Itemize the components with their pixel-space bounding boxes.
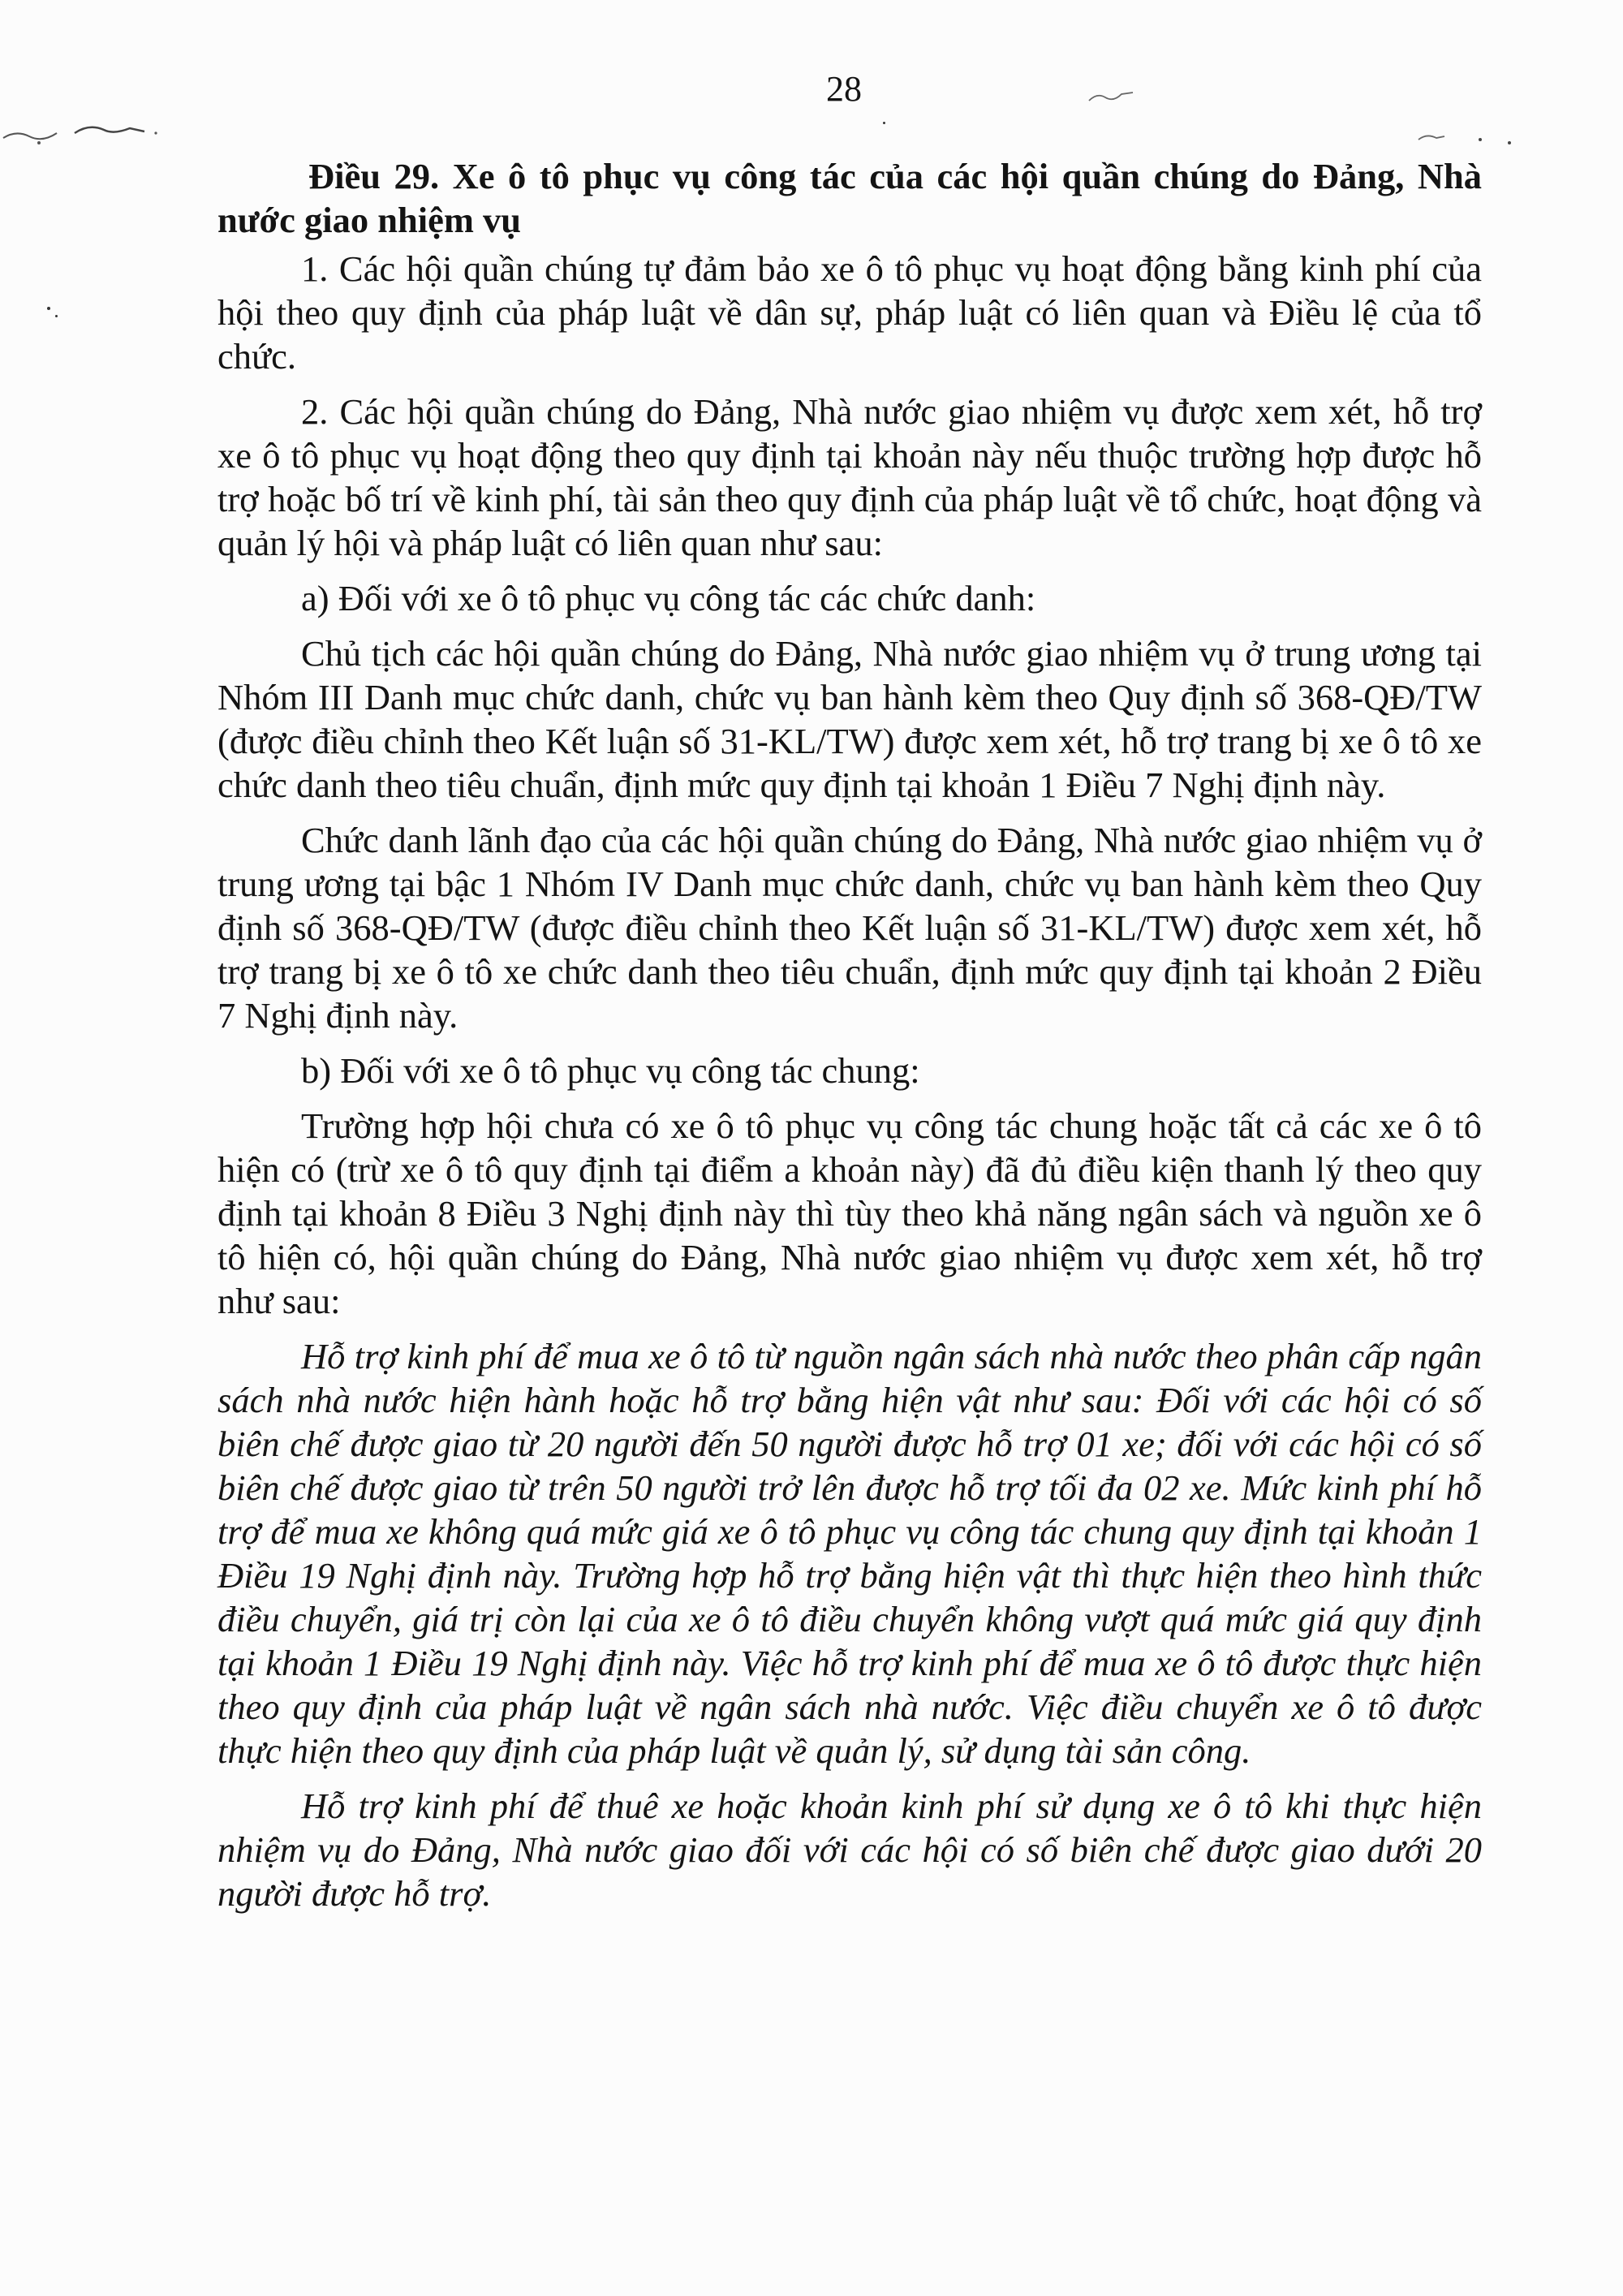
paragraph-clause-2: 2. Các hội quần chúng do Đảng, Nhà nước giao nhiệm vụ được xem xét, hỗ trợ xe ô tô phục vụ hoạt động theo quy định tại khoản này nếu thuộc trường hợp được hỗ trợ hoặc bố trí về kinh phí, tài sản theo quy định của pháp luật về tổ chức, hoạt động và quản lý hội và pháp luật có liên quan như sau: xyxy=(217,391,1482,563)
article-body xyxy=(217,154,1482,1915)
paragraph-clause-1: 1. Các hội quần chúng tự đảm bảo xe ô tô phục vụ hoạt động bằng kinh phí của hội theo quy định của pháp luật về dân sự, pháp luật có liên quan và Điều lệ của tổ chức. xyxy=(217,248,1482,377)
paragraph-chairman: Chủ tịch các hội quần chúng do Đảng, Nhà nước giao nhiệm vụ ở trung ương tại Nhóm III Danh mục chức danh, chức vụ ban hành kèm theo Quy định số 368-QĐ/TW (được điều chỉnh theo Kết luận số 31-KL/TW) được xem xét, hỗ trợ trang bị xe ô tô xe chức danh theo tiêu chuẩn, định mức quy định tại khoản 1 Điều 7 Nghị định này. xyxy=(217,633,1482,805)
paragraph-general-cars: Trường hợp hội chưa có xe ô tô phục vụ công tác chung hoặc tất cả các xe ô tô hiện có (trừ xe ô tô quy định tại điểm a khoản này) đã đủ điều kiện thanh lý theo quy định tại khoản 8 Điều 3 Nghị định này thì tùy theo khả năng ngân sách và nguồn xe ô tô hiện có, hội quần chúng do Đảng, Nhà nước giao nhiệm vụ được xem xét, hỗ trợ như sau: xyxy=(217,1105,1482,1321)
scan-speck xyxy=(55,315,58,317)
paragraph-point-b: b) Đối với xe ô tô phục vụ công tác chung: xyxy=(301,1050,920,1091)
scan-mark-right xyxy=(1412,122,1526,154)
scan-speck xyxy=(883,122,885,124)
page-number: 28 xyxy=(826,69,862,109)
scan-mark-top-left xyxy=(0,106,179,162)
paragraph-rental-support: Hỗ trợ kinh phí để thuê xe hoặc khoản kinh phí sử dụng xe ô tô khi thực hiện nhiệm vụ do Đảng, Nhà nước giao đối với các hội có số biên chế được giao dưới 20 người được hỗ trợ. xyxy=(217,1786,1482,1914)
article-heading: Điều 29. Xe ô tô phục vụ công tác của các hội quần chúng do Đảng, Nhà nước giao nhiệm vụ xyxy=(217,156,1482,240)
paragraph-funding-support: Hỗ trợ kinh phí để mua xe ô tô từ nguồn ngân sách nhà nước theo phân cấp ngân sách nhà nước hiện hành hoặc hỗ trợ bằng hiện vật như sau: Đối với các hội có số biên chế được giao từ 20 người đến 50 người được hỗ trợ 01 xe; đối với các hội có số biên chế được giao từ trên 50 người trở lên được hỗ trợ tối đa 02 xe. Mức kinh phí hỗ trợ để mua xe không quá mức giá xe ô tô phục vụ công tác chung quy định tại khoản 1 Điều 19 Nghị định này. Trường hợp hỗ trợ bằng hiện vật thì thực hiện theo hình thức điều chuyển, giá trị còn lại của xe ô tô điều chuyển không vượt quá mức giá quy định tại khoản 1 Điều 19 Nghị định này. Việc hỗ trợ kinh phí để mua xe ô tô được thực hiện theo quy định của pháp luật về ngân sách nhà nước. Việc điều chuyển xe ô tô được thực hiện theo quy định của pháp luật về quản lý, sử dụng tài sản công. xyxy=(217,1336,1482,1771)
scan-speck xyxy=(47,307,50,310)
paragraph-point-a: a) Đối với xe ô tô phục vụ công tác các chức danh: xyxy=(301,578,1036,618)
paragraph-leaders: Chức danh lãnh đạo của các hội quần chúng do Đảng, Nhà nước giao nhiệm vụ ở trung ương tại bậc 1 Nhóm IV Danh mục chức danh, chức vụ ban hành kèm theo Quy định số 368-QĐ/TW (được điều chỉnh theo Kết luận số 31-KL/TW) được xem xét, hỗ trợ trang bị xe ô tô xe chức danh theo tiêu chuẩn, định mức quy định tại khoản 2 Điều 7 Nghị định này. xyxy=(217,820,1482,1036)
